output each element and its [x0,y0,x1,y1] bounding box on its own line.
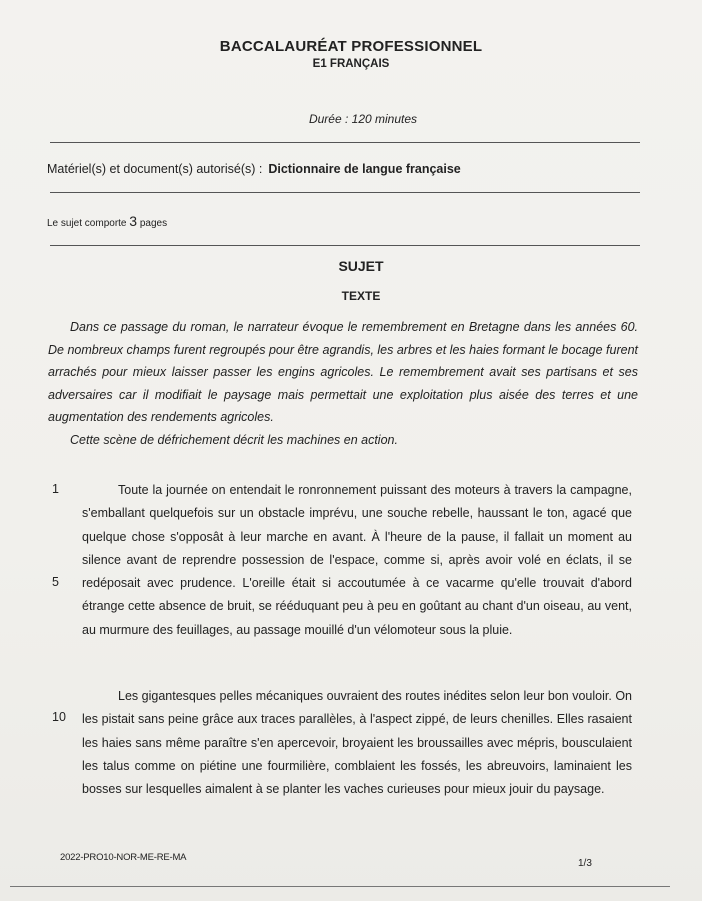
page-number: 1/3 [578,858,592,869]
intro-paragraph: Dans ce passage du roman, le narrateur évoque le remembrement en Bretagne dans les années 60. De nombreux champs furent regroupés pour être agrandis, les arbres et les haies formant le bocage furent arrachés pour mieux laisser passer les engins agricoles. Le remembrement avait ses partisans et ses adversaires car il modifiait le paysage mais permettait une exploitation plus aisée des terres et une augmentation des rendements agricoles. [48,320,638,424]
pages-prefix: Le sujet comporte [47,218,127,229]
document-code: 2022-PRO10-NOR-ME-RE-MA [60,852,187,863]
pages-suffix: pages [139,218,168,229]
text-paragraph-2: Les gigantesques pelles mécaniques ouvraient des routes inédites selon leur bon vouloir. On les pistait sans peine grâce aux traces parallèles, à l'aspect zippé, de leurs chenilles. Elles rasaient les haies sans même paraître s'en apercevoir, broyaient les broussailles avec mépris, bousculaient les talus comme on piétine une fourmilière, comblaient les fossés, les abreuvoirs, laminaient les bosses sur lesquelles aimalent à se planter les vaches curieuses pour mieux jouir du paysage. [82,689,632,797]
page-count-note [47,213,167,229]
divider [50,192,640,193]
intro-scene: Cette scène de défrichement décrit les machines en action. [70,433,398,447]
pages-count: 3 [129,213,138,229]
materials-label: Matériel(s) et document(s) autorisé(s) : [47,162,263,176]
text-paragraph-1: Toute la journée on entendait le ronronnement puissant des moteurs à travers la campagne, s'emballant quelquefois sur un obstacle imprévu, une souche rebelle, haussant le ton, agacé que quelque chose s'opposât à leur marche en avant. À l'heure de la pause, il fallait un moment au silence avant de reprendre possession de l'espace, comme si, après avoir volé en éclats, il se redéposait avec prudence. L'oreille était si accoutumée à ce vacarme qu'elle trouvait d'abord étrange cette absence de bruit, se rééduquant peu à peu en goûtant au chant d'un oiseau, au vent, au murmure des feuillages, au passage mouillé d'un vélomoteur sous la pluie. [82,483,632,637]
section-heading-sujet: SUJET [338,258,384,274]
exam-duration: Durée : 120 minutes [308,112,418,126]
section-heading-texte: TEXTE [341,289,381,303]
authorized-materials [47,162,461,176]
line-number: 10 [52,710,66,724]
exam-subject: E1 FRANÇAIS [312,58,390,70]
divider [50,245,640,246]
materials-value: Dictionnaire de langue française [268,162,461,176]
footer-divider [10,886,670,887]
line-number: 5 [52,575,59,589]
exam-title: BACCALAURÉAT PROFESSIONNEL [219,38,483,55]
line-number: 1 [52,482,59,496]
divider [50,142,640,143]
